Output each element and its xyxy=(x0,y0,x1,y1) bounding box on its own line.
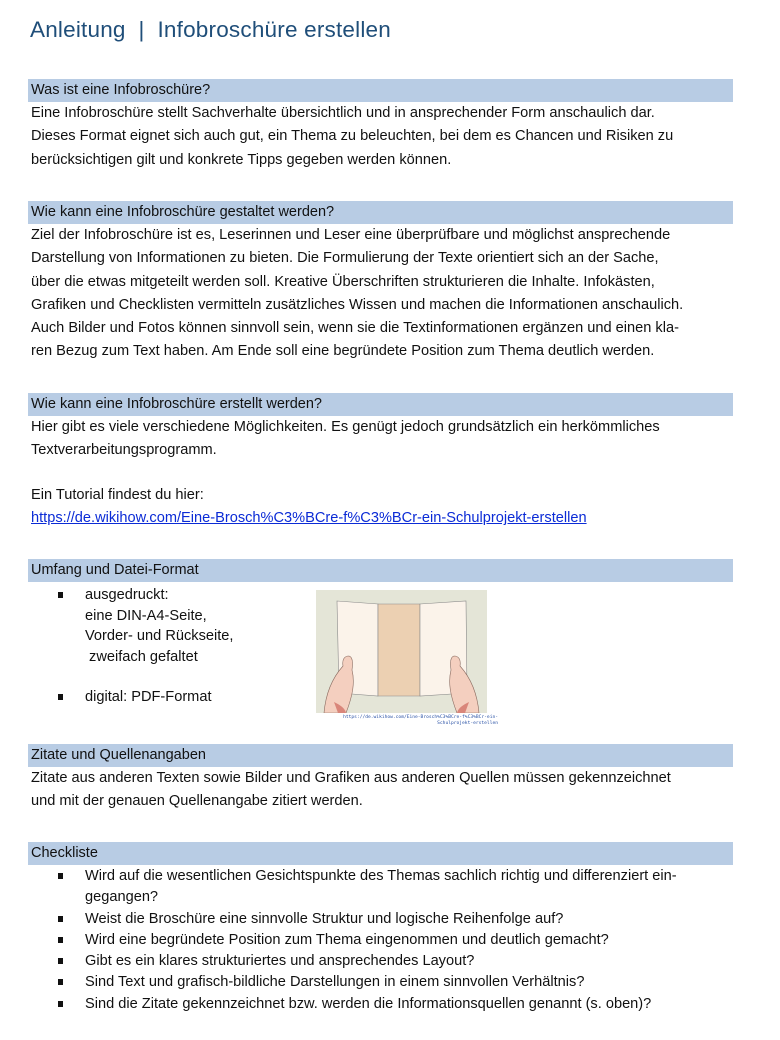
text-line: Eine Infobroschüre stellt Sachverhalte übersichtlich und in ansprechender Form anschaulich dar. xyxy=(31,105,655,121)
section-body-design xyxy=(31,224,736,364)
bullet-square-icon xyxy=(58,592,63,598)
section-heading-text: Zitate und Quellenangaben xyxy=(31,747,206,763)
bullet-square-icon xyxy=(58,1001,63,1007)
bullet-square-icon xyxy=(58,873,63,879)
section-heading-create xyxy=(28,393,733,416)
text-line: berücksichtigen gilt und konkrete Tipps gegeben werden können. xyxy=(31,151,452,168)
image-caption xyxy=(316,715,498,727)
tutorial-block xyxy=(31,484,736,531)
text-line: Hier gibt es viele verschiedene Möglichkeiten. Es genügt jedoch grundsätzlich ein herkömmliches xyxy=(31,419,660,435)
brochure-image xyxy=(316,590,487,713)
caption-line: Schulprojekt-erstellen xyxy=(437,721,498,726)
text-line: ren Bezug zum Text haben. Am Ende soll eine begründete Position zum Thema deutlich werden. xyxy=(31,343,655,360)
section-body-create xyxy=(31,416,736,463)
section-body-what xyxy=(31,102,736,172)
section-heading-text: Checkliste xyxy=(31,845,98,861)
checklist-item xyxy=(58,972,677,993)
text-line: eine DIN-A4-Seite, xyxy=(85,607,207,624)
section-heading-design xyxy=(28,201,733,224)
text-line: zweifach gefaltet xyxy=(85,648,198,665)
caption-line: https://de.wikihow.com/Eine-Brosch%C3%BCre-f%C3%BCr-ein- xyxy=(343,715,498,720)
text-line: Zitate aus anderen Texten sowie Bilder und Grafiken aus anderen Quellen müssen gekennzeichnet xyxy=(31,770,671,786)
section-heading-quotes xyxy=(28,744,733,767)
checklist-item xyxy=(58,866,677,909)
format-bullet-item xyxy=(58,585,233,667)
text-line: Sind Text und grafisch-bildliche Darstellungen in einem sinnvollen Verhältnis? xyxy=(85,974,585,991)
text-line: und mit der genauen Quellenangabe zitiert werden. xyxy=(31,793,363,810)
text-line: Ziel der Infobroschüre ist es, Leserinnen und Leser eine überprüfbare und möglichst ansprechende xyxy=(31,227,671,243)
section-heading-text: Was ist eine Infobroschüre? xyxy=(31,82,211,98)
text-line: Auch Bilder und Fotos können sinnvoll sein, wenn sie die Textinformationen ergänzen und einen kla- xyxy=(31,320,679,337)
text-line: gegangen? xyxy=(85,889,159,906)
bullet-square-icon xyxy=(58,937,63,943)
checklist-item xyxy=(58,951,677,972)
text-line: Wird auf die wesentlichen Gesichtspunkte des Themas sachlich richtig und differenziert ein- xyxy=(85,868,677,884)
text-line: Grafiken und Checklisten vermitteln zusätzliches Wissen und machen die Informationen anschaulich. xyxy=(31,296,684,313)
format-bullet-item xyxy=(58,687,233,708)
brochure-illustration-icon xyxy=(316,590,487,713)
text-line: ausgedruckt: xyxy=(85,587,169,603)
section-heading-text: Wie kann eine Infobroschüre erstellt werden? xyxy=(31,396,322,412)
section-heading-what xyxy=(28,79,733,102)
text-line: Dieses Format eignet sich auch gut, ein Thema zu beleuchten, bei dem es Chancen und Risiken zu xyxy=(31,128,674,145)
checklist xyxy=(58,866,677,1015)
bullet-square-icon xyxy=(58,958,63,964)
text-line: Wird eine begründete Position zum Thema eingenommen und deutlich gemacht? xyxy=(85,931,609,948)
bullet-square-icon xyxy=(58,694,63,700)
text-line: über die etwas mitgeteilt werden soll. Kreative Überschriften strukturieren die Inhalte. Infokästen, xyxy=(31,273,655,290)
checklist-item xyxy=(58,930,677,951)
bullet-square-icon xyxy=(58,916,63,922)
tutorial-label: Ein Tutorial findest du hier: xyxy=(31,487,204,503)
tutorial-link[interactable]: https://de.wikihow.com/Eine-Brosch%C3%BCre-f%C3%BCr-ein-Schulprojekt-erstellen xyxy=(31,510,587,527)
section-heading-format xyxy=(28,559,733,582)
section-heading-text: Umfang und Datei-Format xyxy=(31,562,199,578)
text-line: Textverarbeitungsprogramm. xyxy=(31,442,217,459)
text-line: Weist die Broschüre eine sinnvolle Struktur und logische Reihenfolge auf? xyxy=(85,910,564,927)
section-heading-checklist xyxy=(28,842,733,865)
page-title: Anleitung | Infobroschüre erstellen xyxy=(30,17,391,42)
text-line: digital: PDF-Format xyxy=(85,689,212,705)
format-bullet-list xyxy=(58,585,233,708)
text-line: Sind die Zitate gekennzeichnet bzw. werden die Informationsquellen genannt (s. oben)? xyxy=(85,995,652,1012)
text-line: Vorder- und Rückseite, xyxy=(85,628,234,644)
checklist-item xyxy=(58,994,677,1015)
section-body-quotes xyxy=(31,767,736,814)
section-heading-text: Wie kann eine Infobroschüre gestaltet werden? xyxy=(31,204,335,220)
checklist-item xyxy=(58,909,677,930)
bullet-square-icon xyxy=(58,979,63,985)
text-line: Gibt es ein klares strukturiertes und ansprechendes Layout? xyxy=(85,953,475,970)
text-line: Darstellung von Informationen zu bieten. Die Formulierung der Texte orientiert sich an der Sache, xyxy=(31,250,659,267)
